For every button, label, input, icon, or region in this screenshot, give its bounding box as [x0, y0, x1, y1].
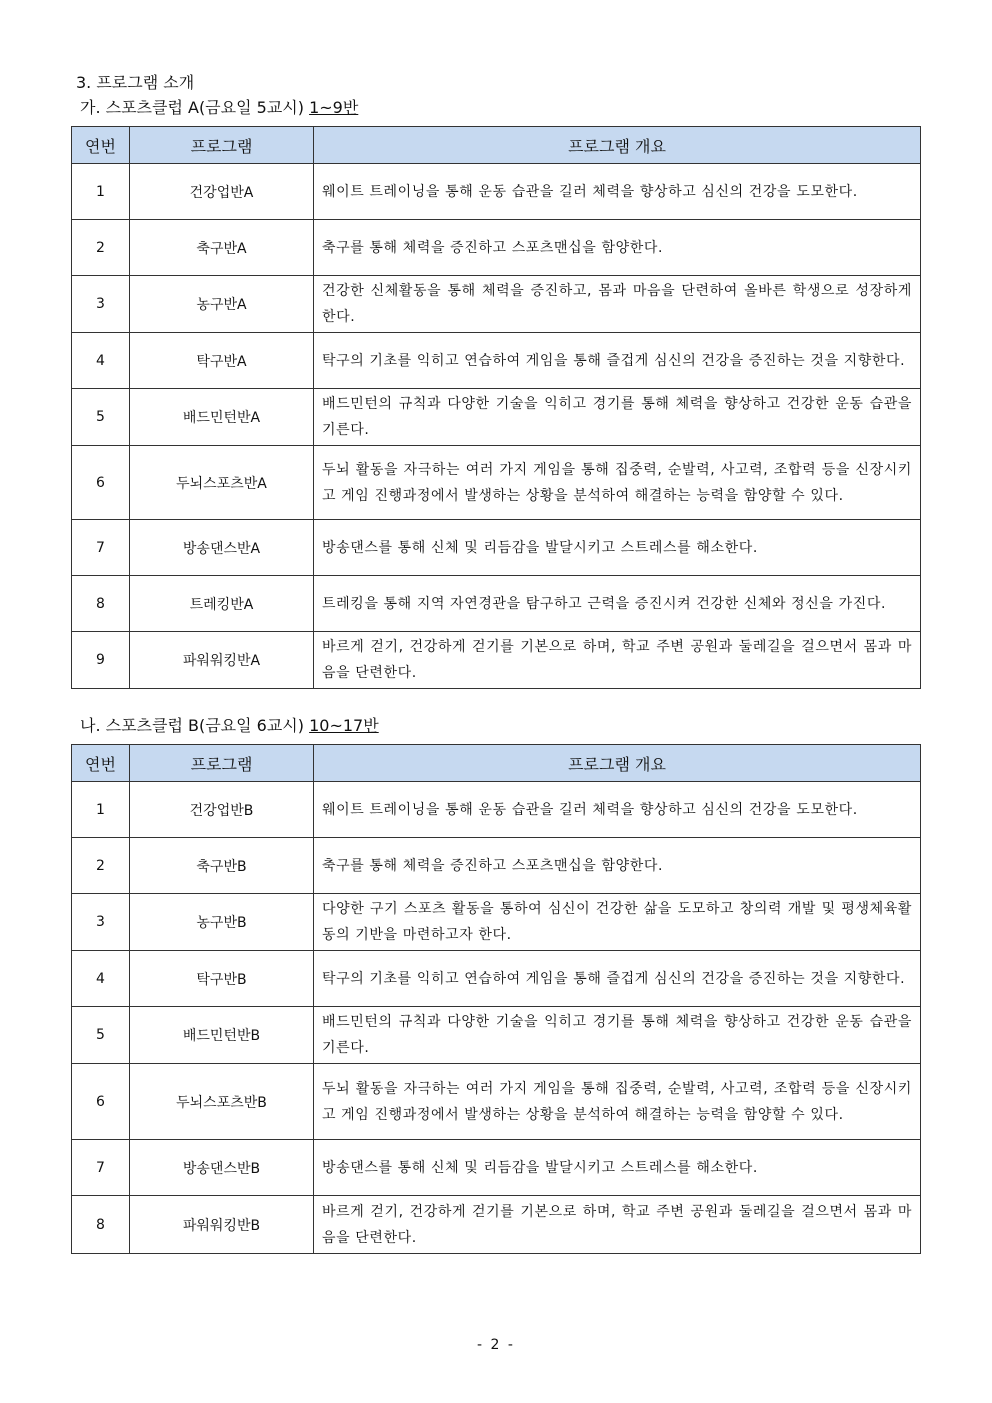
row-program-name: 건강업반B — [130, 782, 314, 838]
row-description: 바르게 걷기, 건강하게 걷기를 기본으로 하며, 학교 주변 공원과 둘레길을 걸으면서 몸과 마음을 단련한다. — [314, 1196, 921, 1254]
row-no: 7 — [72, 1140, 130, 1196]
row-program-name: 농구반A — [130, 276, 314, 333]
row-no: 4 — [72, 951, 130, 1007]
table-row — [72, 164, 921, 220]
club-a-title-classes: 1~9반 — [309, 98, 359, 117]
row-description: 두뇌 활동을 자극하는 여러 가지 게임을 통해 집중력, 순발력, 사고력, 조합력 등을 신장시키고 게임 진행과정에서 발생하는 상황을 분석하여 해결하는 능력을 함양할 수 있다. — [314, 1064, 921, 1140]
table-header-row — [72, 745, 921, 782]
table-row — [72, 951, 921, 1007]
table-header-row — [72, 127, 921, 164]
row-description: 바르게 걷기, 건강하게 걷기를 기본으로 하며, 학교 주변 공원과 둘레길을 걸으면서 몸과 마음을 단련한다. — [314, 632, 921, 689]
header-no: 연번 — [72, 127, 130, 164]
row-program-name: 탁구반A — [130, 333, 314, 389]
row-program-name: 두뇌스포츠반B — [130, 1064, 314, 1140]
row-program-name: 배드민턴반A — [130, 389, 314, 446]
row-description: 축구를 통해 체력을 증진하고 스포츠맨십을 함양한다. — [314, 838, 921, 894]
table-row — [72, 520, 921, 576]
table-row — [72, 782, 921, 838]
row-program-name: 농구반B — [130, 894, 314, 951]
row-no: 1 — [72, 782, 130, 838]
row-program-name: 트레킹반A — [130, 576, 314, 632]
club-b-title-prefix: 나. 스포츠클럽 B(금요일 6교시) — [80, 716, 310, 735]
row-no: 6 — [72, 1064, 130, 1140]
row-program-name: 축구반B — [130, 838, 314, 894]
row-description: 웨이트 트레이닝을 통해 운동 습관을 길러 체력을 향상하고 심신의 건강을 도모한다. — [314, 782, 921, 838]
row-program-name: 방송댄스반A — [130, 520, 314, 576]
table-row — [72, 1064, 921, 1140]
club-a-title — [80, 95, 358, 118]
row-no: 4 — [72, 333, 130, 389]
row-no: 6 — [72, 446, 130, 520]
row-description: 탁구의 기초를 익히고 연습하여 게임을 통해 즐겁게 심신의 건강을 증진하는 것을 지향한다. — [314, 951, 921, 1007]
row-no: 7 — [72, 520, 130, 576]
club-b-title-classes: 10~17반 — [309, 716, 379, 735]
row-no: 9 — [72, 632, 130, 689]
table-row — [72, 220, 921, 276]
row-no: 5 — [72, 389, 130, 446]
row-description: 방송댄스를 통해 신체 및 리듬감을 발달시키고 스트레스를 해소한다. — [314, 1140, 921, 1196]
header-program: 프로그램 — [130, 745, 314, 782]
page-number: - 2 - — [477, 1337, 515, 1353]
table-row — [72, 333, 921, 389]
row-no: 2 — [72, 220, 130, 276]
row-no: 8 — [72, 576, 130, 632]
row-no: 3 — [72, 894, 130, 951]
club-a-title-prefix: 가. 스포츠클럽 A(금요일 5교시) — [80, 98, 310, 117]
row-no: 3 — [72, 276, 130, 333]
row-description: 두뇌 활동을 자극하는 여러 가지 게임을 통해 집중력, 순발력, 사고력, 조합력 등을 신장시키고 게임 진행과정에서 발생하는 상황을 분석하여 해결하는 능력을 함양할 수 있다. — [314, 446, 921, 520]
row-program-name: 파워워킹반B — [130, 1196, 314, 1254]
row-description: 건강한 신체활동을 통해 체력을 증진하고, 몸과 마음을 단련하여 올바른 학생으로 성장하게 한다. — [314, 276, 921, 333]
club-a-table — [71, 126, 921, 689]
row-description: 트레킹을 통해 지역 자연경관을 탐구하고 근력을 증진시켜 건강한 신체와 정신을 가진다. — [314, 576, 921, 632]
table-row — [72, 1007, 921, 1064]
row-description: 웨이트 트레이닝을 통해 운동 습관을 길러 체력을 향상하고 심신의 건강을 도모한다. — [314, 164, 921, 220]
header-summary: 프로그램 개요 — [314, 127, 921, 164]
table-row — [72, 838, 921, 894]
table-row — [72, 1140, 921, 1196]
row-program-name: 파워워킹반A — [130, 632, 314, 689]
table-row — [72, 1196, 921, 1254]
header-program: 프로그램 — [130, 127, 314, 164]
club-b-table — [71, 744, 921, 1254]
table-row — [72, 894, 921, 951]
row-program-name: 건강업반A — [130, 164, 314, 220]
row-program-name: 방송댄스반B — [130, 1140, 314, 1196]
club-b-title — [80, 713, 379, 736]
row-no: 1 — [72, 164, 130, 220]
table-row — [72, 276, 921, 333]
row-description: 배드민턴의 규칙과 다양한 기술을 익히고 경기를 통해 체력을 향상하고 건강한 운동 습관을 기른다. — [314, 389, 921, 446]
row-no: 8 — [72, 1196, 130, 1254]
table-row — [72, 576, 921, 632]
row-no: 5 — [72, 1007, 130, 1064]
row-program-name: 두뇌스포츠반A — [130, 446, 314, 520]
row-program-name: 배드민턴반B — [130, 1007, 314, 1064]
table-row — [72, 389, 921, 446]
section-title: 3. 프로그램 소개 — [76, 73, 195, 92]
header-summary: 프로그램 개요 — [314, 745, 921, 782]
table-row — [72, 632, 921, 689]
row-description: 축구를 통해 체력을 증진하고 스포츠맨십을 함양한다. — [314, 220, 921, 276]
row-description: 배드민턴의 규칙과 다양한 기술을 익히고 경기를 통해 체력을 향상하고 건강한 운동 습관을 기른다. — [314, 1007, 921, 1064]
row-description: 다양한 구기 스포츠 활동을 통하여 심신이 건강한 삶을 도모하고 창의력 개발 및 평생체육활동의 기반을 마련하고자 한다. — [314, 894, 921, 951]
row-description: 탁구의 기초를 익히고 연습하여 게임을 통해 즐겁게 심신의 건강을 증진하는 것을 지향한다. — [314, 333, 921, 389]
row-description: 방송댄스를 통해 신체 및 리듬감을 발달시키고 스트레스를 해소한다. — [314, 520, 921, 576]
row-program-name: 축구반A — [130, 220, 314, 276]
row-program-name: 탁구반B — [130, 951, 314, 1007]
row-no: 2 — [72, 838, 130, 894]
header-no: 연번 — [72, 745, 130, 782]
table-row — [72, 446, 921, 520]
